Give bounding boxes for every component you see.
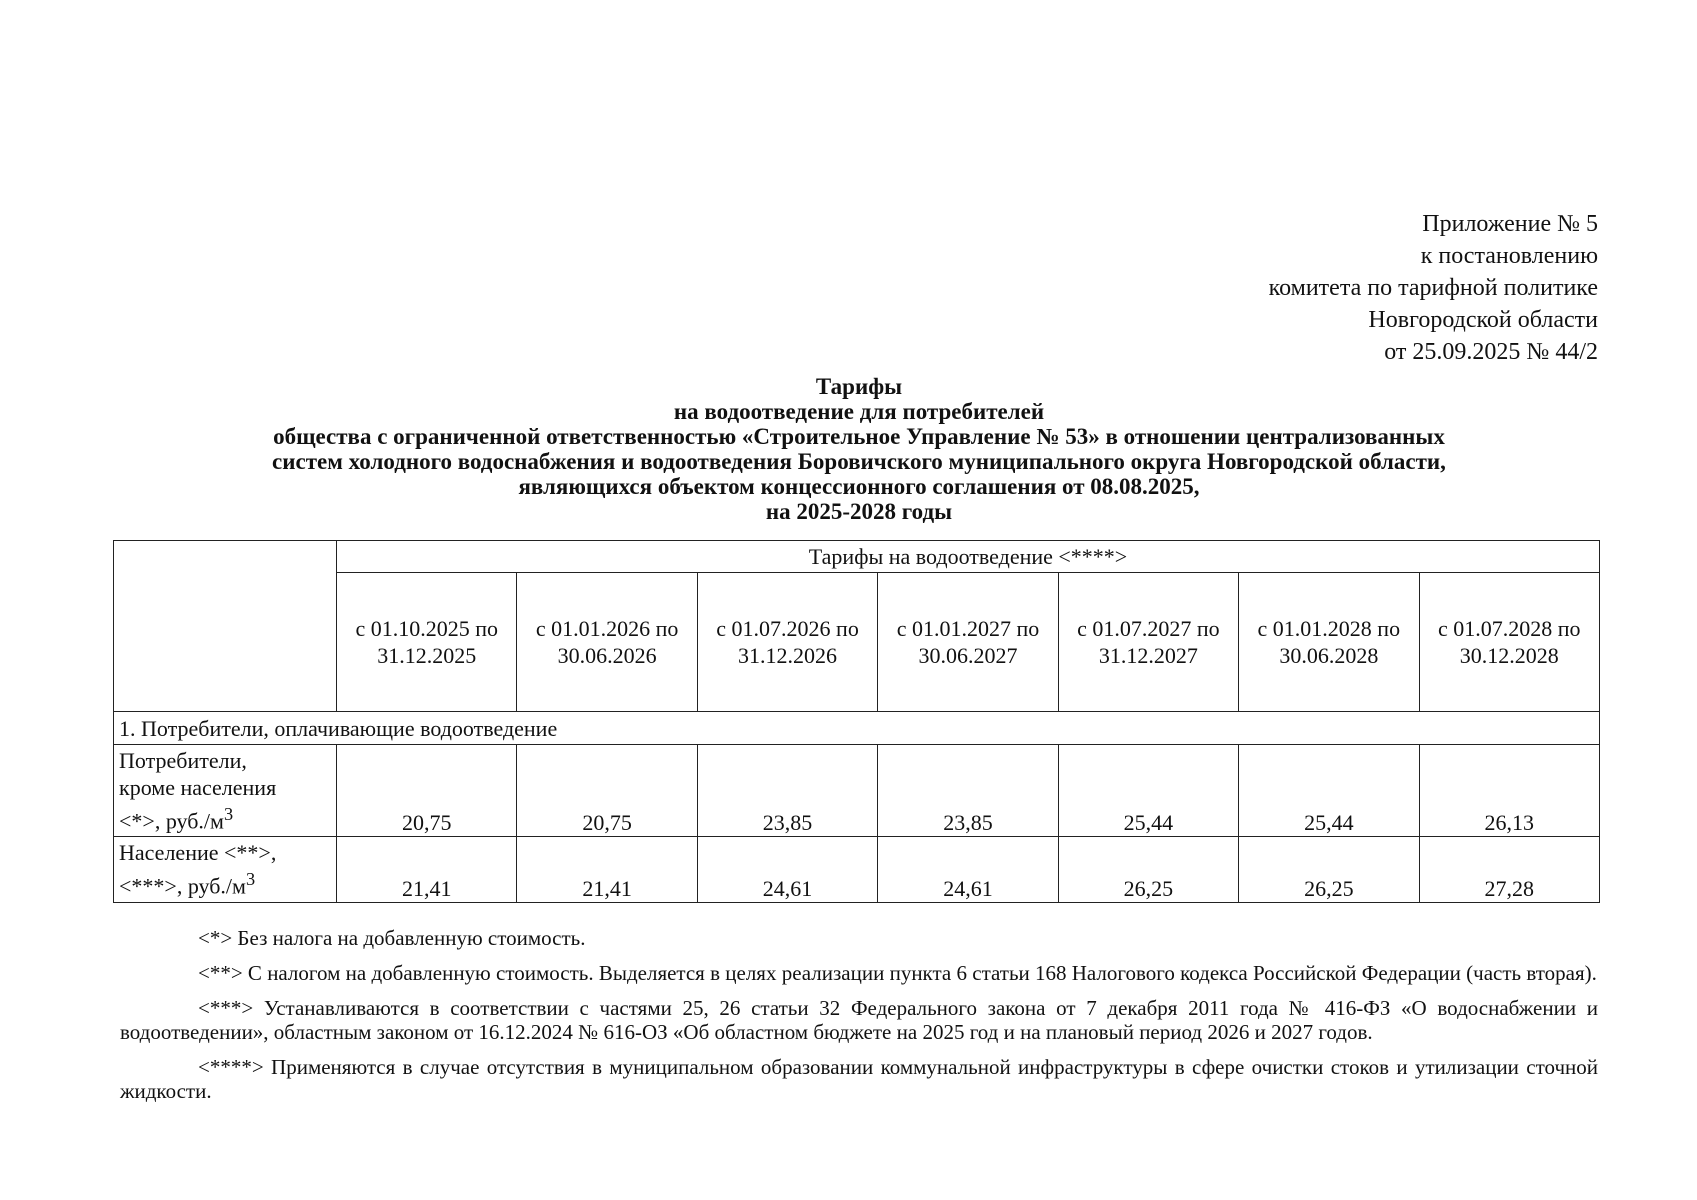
tariff-value: 25,44: [1058, 745, 1238, 837]
tariff-value: 27,28: [1419, 837, 1599, 902]
tariff-table: [113, 540, 1600, 903]
row-label: Потребители, кроме населения <*>, $руб./м^3$: [114, 745, 337, 837]
table-header-row: [114, 541, 1600, 573]
period-header: с 01.07.2027 по 31.12.2027: [1058, 573, 1238, 712]
footnote: <**> С налогом на добавленную стоимость. Выделяется в целях реализации пункта 6 статьи 168 Налогового кодекса Российской Федерации (часть вторая).: [198, 961, 1597, 985]
section-label: 1. Потребители, оплачивающие водоотведение: [114, 712, 1600, 745]
footnote: <*> Без налога на добавленную стоимость.: [198, 926, 586, 950]
tariff-value: 21,41: [337, 837, 517, 902]
appendix-date: от 25.09.2025 № 44/2: [1384, 339, 1598, 365]
title-line: Тарифы: [815, 374, 903, 399]
table-row: [114, 837, 1600, 902]
section-row: [114, 712, 1600, 745]
period-header: с 01.07.2028 по 30.12.2028: [1419, 573, 1599, 712]
row-label: Население <**>, <***>, $руб./м^3$: [114, 837, 337, 902]
title-line: общества с ограниченной ответственностью «Строительное Управление № 53» в отношении централизованных: [273, 424, 1445, 449]
tariff-value: 20,75: [337, 745, 517, 837]
appendix-header: [1269, 208, 1598, 368]
period-header: с 01.01.2026 по 30.06.2026: [517, 573, 697, 712]
group-header: Тарифы на водоотведение <****>: [337, 541, 1600, 573]
period-header: с 01.01.2028 по 30.06.2028: [1239, 573, 1419, 712]
footnotes: [120, 926, 1598, 1114]
footnote: <***> Устанавливаются в соответствии с частями 25, 26 статьи 32 Федерального закона от 7 декабря 2011 года № 416-ФЗ «О водоснабжении и водоотведении», областным законом от 16.12.2024 № 616-ОЗ «Об областном бюджете на 2025 год и на плановый период 2026 и 2027 годов.: [120, 996, 1598, 1044]
tariff-value: 23,85: [878, 745, 1058, 837]
tariff-value: 26,25: [1058, 837, 1238, 902]
appendix-number: Приложение № 5: [1422, 211, 1598, 237]
title-line: систем холодного водоснабжения и водоотведения Боровичского муниципального округа Новгородской области,: [272, 449, 1446, 474]
table-row: [114, 745, 1600, 837]
tariff-value: 21,41: [517, 837, 697, 902]
appendix-ref: к постановлению: [1420, 243, 1598, 269]
empty-corner-cell: [114, 541, 337, 712]
period-header: с 01.07.2026 по 31.12.2026: [697, 573, 877, 712]
title-line: являющихся объектом концессионного соглашения от 08.08.2025,: [518, 474, 1200, 499]
tariff-value: 25,44: [1239, 745, 1419, 837]
tariff-value: 24,61: [697, 837, 877, 902]
appendix-committee: комитета по тарифной политике: [1268, 275, 1598, 301]
appendix-region: Новгородской области: [1368, 307, 1598, 333]
period-header-row: [114, 573, 1600, 712]
tariff-value: 24,61: [878, 837, 1058, 902]
tariff-value: 23,85: [697, 745, 877, 837]
title-line: на водоотведение для потребителей: [673, 399, 1045, 424]
footnote: <****> Применяются в случае отсутствия в муниципальном образовании коммунальной инфраструктуры в сфере очистки стоков и утилизации сточной жидкости.: [120, 1055, 1598, 1103]
document-title: [120, 374, 1598, 524]
tariff-value: 26,25: [1239, 837, 1419, 902]
period-header: с 01.01.2027 по 30.06.2027: [878, 573, 1058, 712]
tariff-value: 20,75: [517, 745, 697, 837]
title-line: на 2025-2028 годы: [765, 499, 953, 524]
tariff-value: 26,13: [1419, 745, 1599, 837]
period-header: с 01.10.2025 по 31.12.2025: [337, 573, 517, 712]
